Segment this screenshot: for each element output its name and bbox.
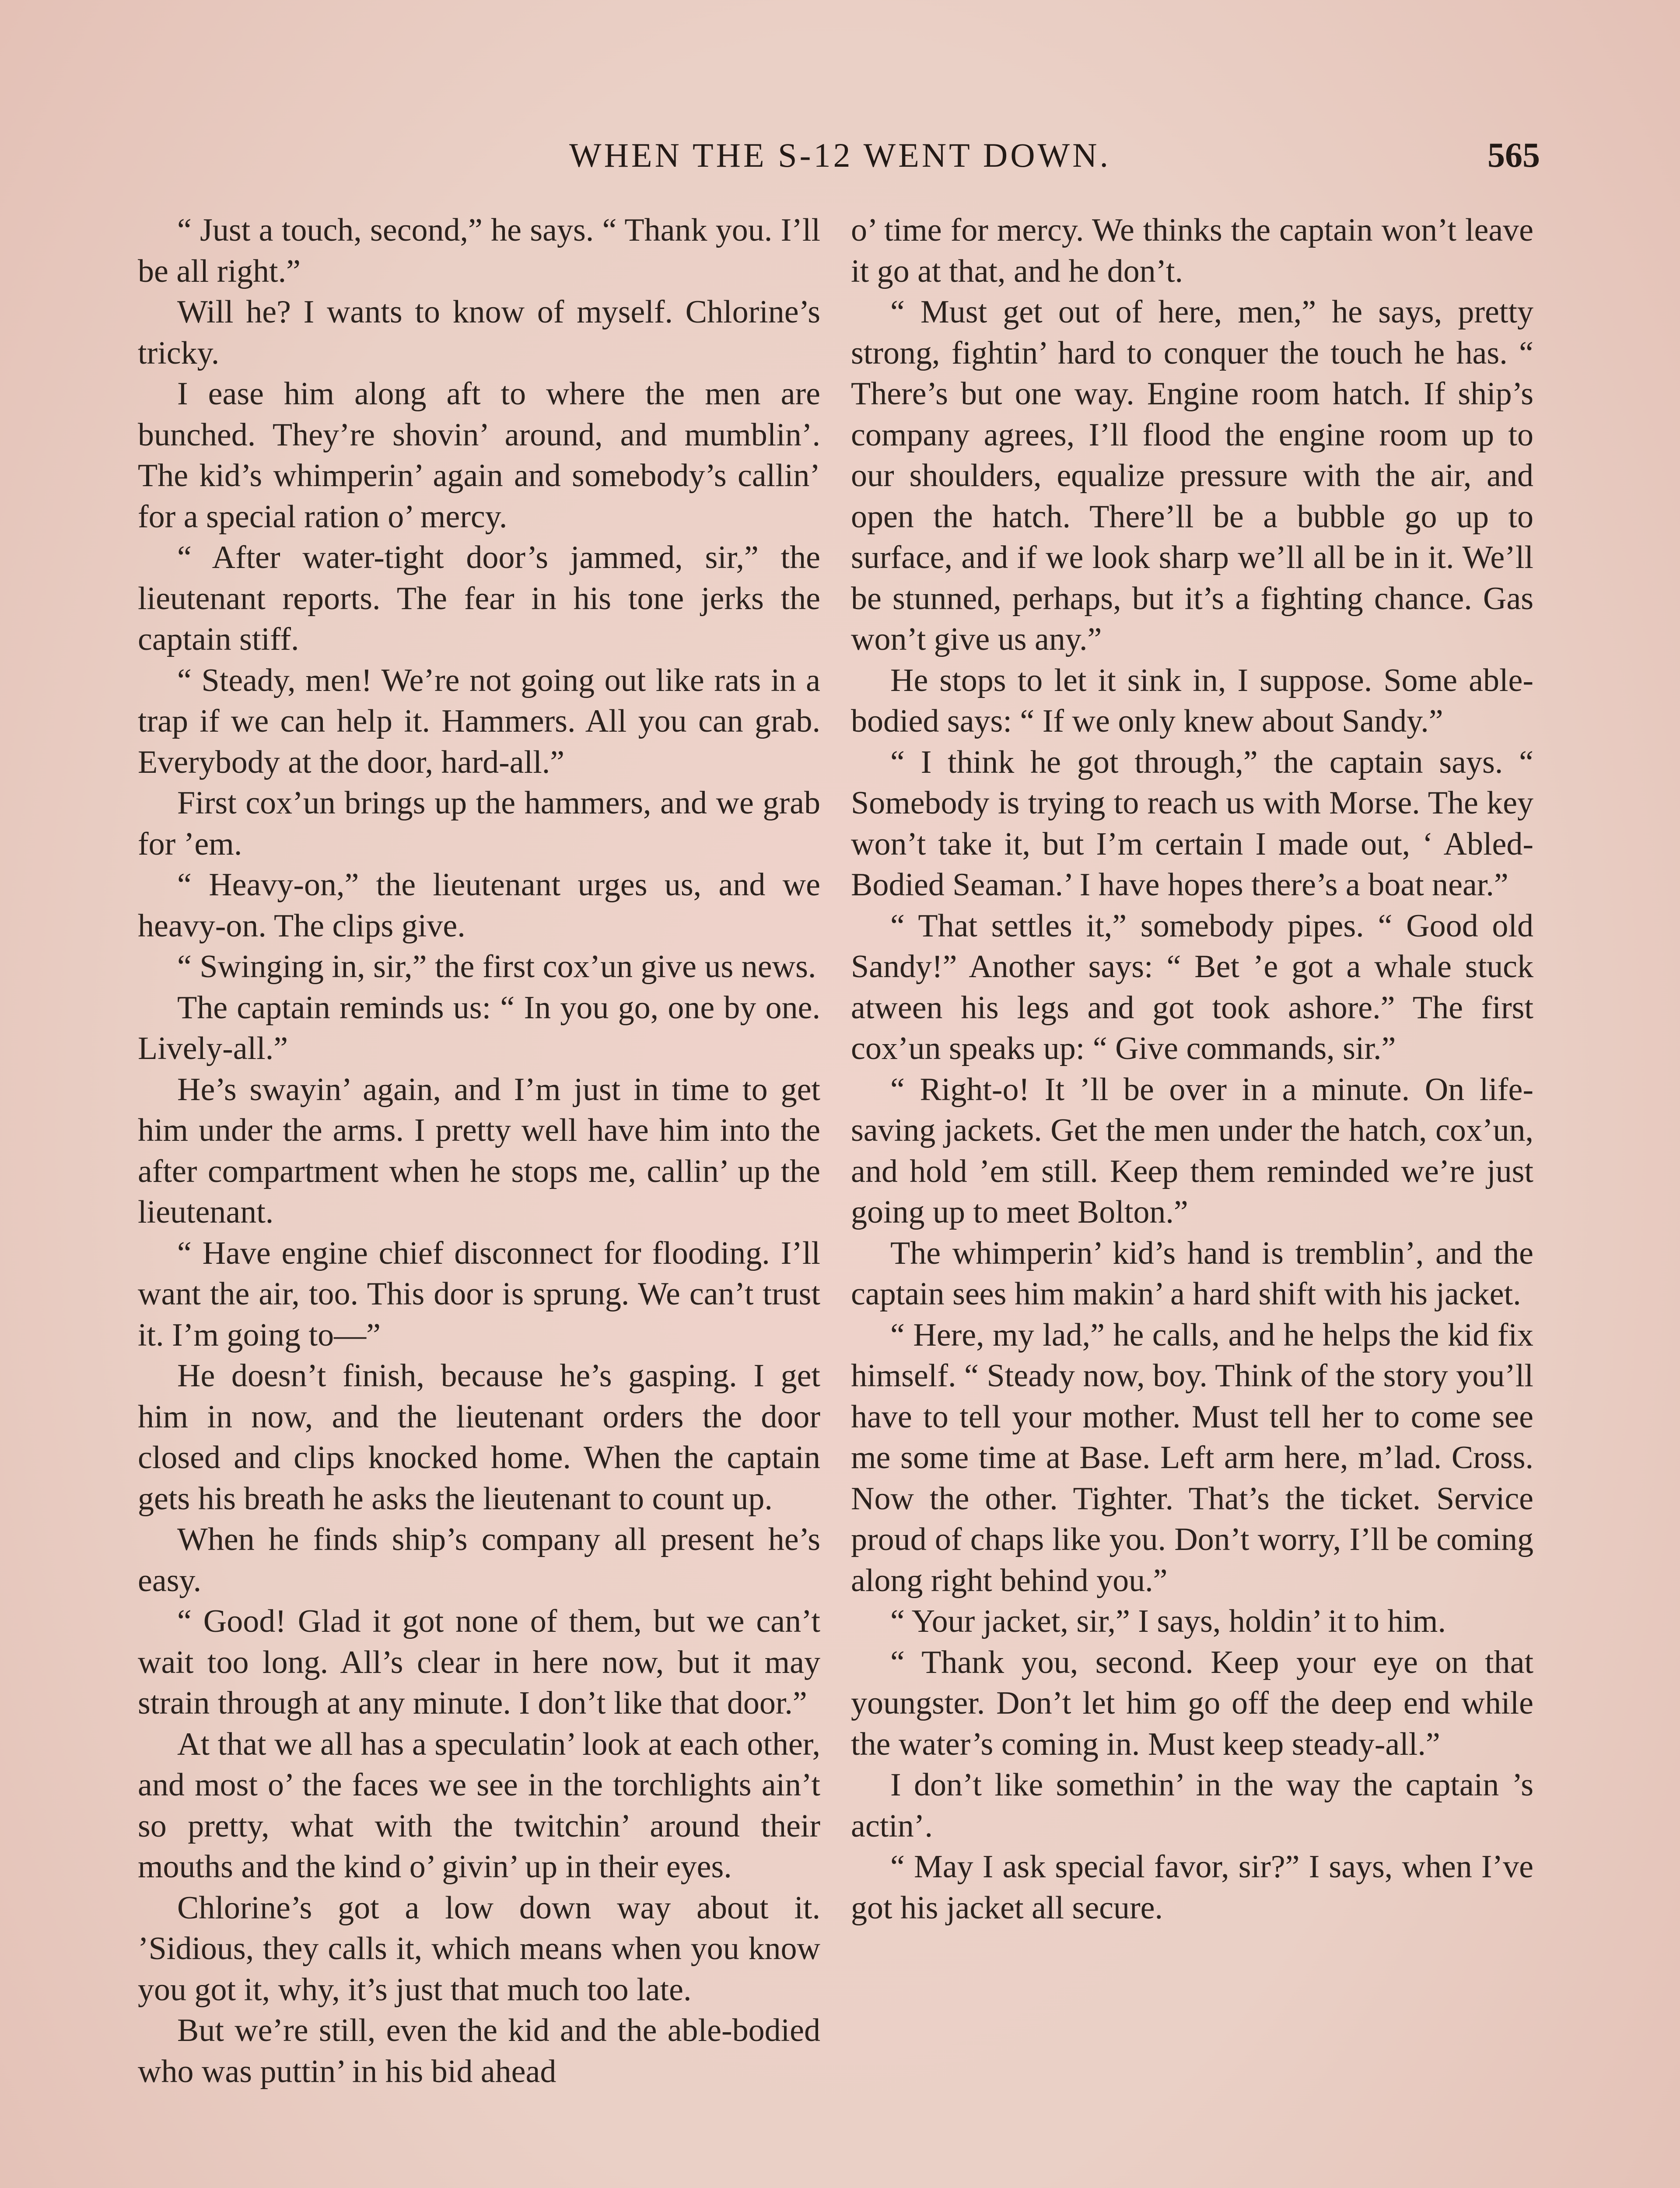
paragraph: “ Thank you, second. Keep your eye on that youngster. Don’t let him go off the deep end while the water’s coming in. Must keep steady-all.” — [851, 1644, 1533, 1762]
paragraph: He stops to let it sink in, I suppose. Some able-bodied says: “ If we only knew about Sandy.” — [851, 662, 1533, 739]
paragraph: “ Must get out of here, men,” he says, pretty strong, fightin’ hard to conquer the touch he has. “ There’s but one way. Engine room hatch. If ship’s company agrees, I’ll flood the engine room up to our shoulders, equalize pressure with the air, and open the hatch. There’ll be a bubble go up to surface, and if we look sharp we’ll all be in it. We’ll be stunned, perhaps, but it’s a fighting chance. Gas won’t give us any.” — [851, 294, 1533, 657]
paragraph: “ After water-tight door’s jammed, sir,” the lieutenant reports. The fear in his tone jerks the captain stiff. — [138, 540, 820, 657]
paragraph: “ Your jacket, sir,” I says, holdin’ it to him. — [890, 1603, 1446, 1639]
right-column — [851, 210, 1533, 1929]
paragraph: “ I think he got through,” the captain says. “ Somebody is trying to reach us with Morse. The key won’t take it, but I’m certain I made out, ‘ Abled-Bodied Seaman.’ I have hopes there’s a boat near.” — [851, 744, 1533, 903]
page-header — [140, 131, 1540, 179]
paragraph: First cox’un brings up the hammers, and we grab for ’em. — [138, 785, 820, 862]
paragraph: I ease him along aft to where the men are bunched. They’re shovin’ around, and mumblin’. The kid’s whimperin’ again and somebody’s callin’ for a special ration o’ mercy. — [138, 376, 820, 535]
running-title: WHEN THE S-12 WENT DOWN. — [569, 136, 1111, 174]
left-column — [138, 210, 820, 2092]
paragraph: He’s swayin’ again, and I’m just in time to get him under the arms. I pretty well have him into the after compartment when he stops me, callin’ up the lieutenant. — [138, 1071, 820, 1230]
paragraph: The whimperin’ kid’s hand is tremblin’, and the captain sees him makin’ a hard shift with his jacket. — [851, 1235, 1533, 1312]
paragraph: I don’t like somethin’ in the way the captain ’s actin’. — [851, 1767, 1533, 1844]
paragraph: “ Good! Glad it got none of them, but we can’t wait too long. All’s clear in here now, but it may strain through at any minute. I don’t like that door.” — [138, 1603, 820, 1721]
paragraph: Will he? I wants to know of myself. Chlorine’s tricky. — [138, 294, 820, 371]
paragraph: “ Right-o! It ’ll be over in a minute. On life-saving jackets. Get the men under the hatch, cox’un, and hold ’em still. Keep them reminded we’re just going up to meet Bolton.” — [851, 1071, 1533, 1230]
page-number: 565 — [1488, 136, 1540, 175]
paragraph: At that we all has a speculatin’ look at each other, and most o’ the faces we see in the torchlights ain’t so pretty, what with the twitchin’ around their mouths and the kind o’ givin’ up in their eyes. — [138, 1726, 820, 1885]
paragraph: Chlorine’s got a low down way about it. ’Sidious, they calls it, which means when you know you got it, why, it’s just that much too late. — [138, 1890, 820, 2008]
paragraph: He doesn’t finish, because he’s gasping. I get him in now, and the lieutenant orders the door closed and clips knocked home. When the captain gets his breath he asks the lieutenant to count up. — [138, 1358, 820, 1517]
paragraph-continuation: o’ time for mercy. We thinks the captain won’t leave it go at that, and he don’t. — [851, 212, 1533, 289]
paragraph: “ Have engine chief disconnect for flooding. I’ll want the air, too. This door is sprung. We can’t trust it. I’m going to—” — [138, 1235, 820, 1353]
paragraph: “ Just a touch, second,” he says. “ Thank you. I’ll be all right.” — [138, 212, 820, 289]
paragraph: “ Here, my lad,” he calls, and he helps the kid fix himself. “ Steady now, boy. Think of the story you’ll have to tell your mother. Must tell her to come see me some time at Base. Left arm here, m’lad. Cross. Now the other. Tighter. That’s the ticket. Service proud of chaps like you. Don’t worry, I’ll be coming along right behind you.” — [851, 1317, 1533, 1599]
paragraph: “ Swinging in, sir,” the first cox’un give us news. — [177, 949, 816, 985]
paragraph: The captain reminds us: “ In you go, one by one. Lively-all.” — [138, 989, 820, 1066]
paragraph: “ Steady, men! We’re not going out like rats in a trap if we can help it. Hammers. All you can grab. Everybody at the door, hard-all.” — [138, 662, 820, 780]
paragraph: But we’re still, even the kid and the able-bodied who was puttin’ in his bid ahead — [138, 2013, 820, 2090]
paragraph: “ May I ask special favor, sir?” I says, when I’ve got his jacket all secure. — [851, 1849, 1533, 1926]
paragraph: “ That settles it,” somebody pipes. “ Good old Sandy!” Another says: “ Bet ’e got a whale stuck atween his legs and got took ashore.” The first cox’un speaks up: “ Give commands, sir.” — [851, 908, 1533, 1066]
paragraph: “ Heavy-on,” the lieutenant urges us, and we heavy-on. The clips give. — [138, 867, 820, 944]
paragraph: When he finds ship’s company all present he’s easy. — [138, 1522, 820, 1599]
